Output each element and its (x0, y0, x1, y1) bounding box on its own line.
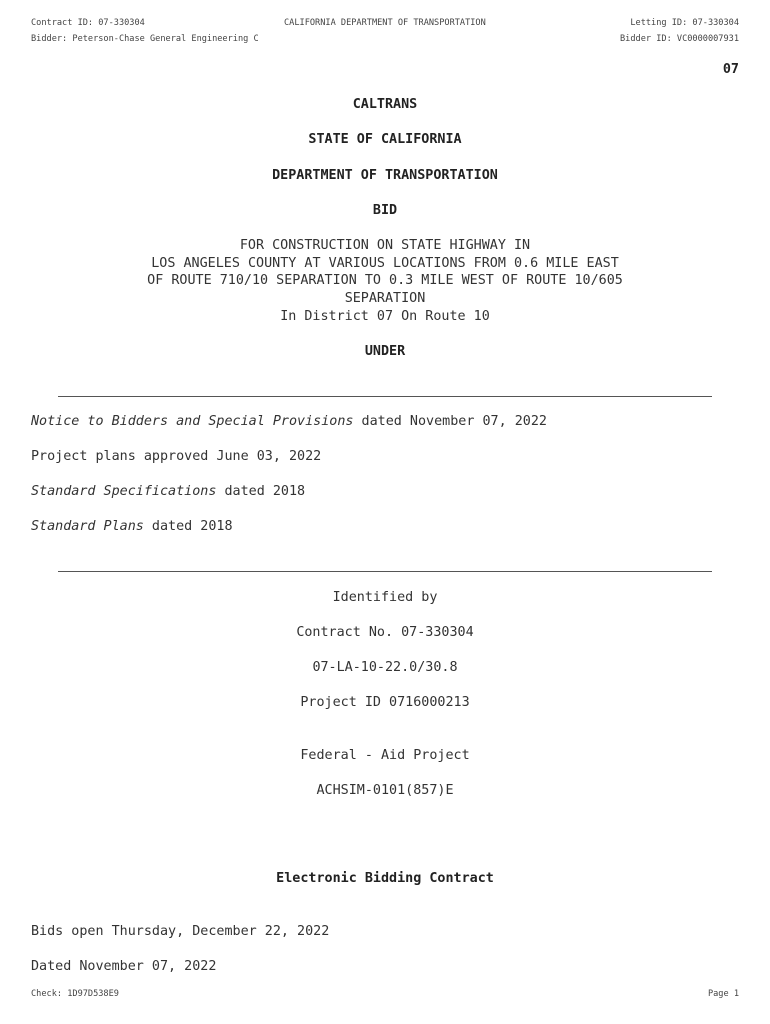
identified-by: Identified by (332, 590, 438, 605)
bids-open: Bids open Thursday, December 22, 2022 (31, 924, 330, 939)
check-code: Check: 1D97D538E9 (31, 989, 119, 999)
notice-date: dated November 07, 2022 (353, 414, 547, 429)
project-description (0, 237, 770, 326)
divider (58, 396, 712, 397)
description-line: SEPARATION (344, 291, 426, 307)
location-code: 07-LA-10-22.0/30.8 (312, 660, 458, 675)
specs-line (31, 484, 305, 499)
description-line: OF ROUTE 710/10 SEPARATION TO 0.3 MILE WEST OF ROUTE 10/605 (147, 273, 623, 289)
bidding-type: Electronic Bidding Contract (276, 871, 494, 886)
caltrans-title: CALTRANS (352, 97, 418, 112)
description-line: In District 07 On Route 10 (280, 308, 490, 324)
agency-name: CALIFORNIA DEPARTMENT OF TRANSPORTATION (284, 18, 486, 28)
federal-aid-label: Federal - Aid Project (300, 748, 470, 763)
plans-line: Project plans approved June 03, 2022 (31, 449, 322, 464)
specs-title: Standard Specifications (31, 484, 217, 499)
description-line: LOS ANGELES COUNTY AT VARIOUS LOCATIONS FROM 0.6 MILE EAST (151, 255, 619, 271)
under-title: UNDER (364, 344, 406, 359)
std-plans-line (31, 519, 233, 534)
project-id: Project ID 0716000213 (300, 695, 470, 710)
bidder-name: Bidder: Peterson-Chase General Engineering C (31, 34, 259, 44)
description-line: FOR CONSTRUCTION ON STATE HIGHWAY IN (239, 238, 531, 253)
district-code: 07 (722, 62, 739, 77)
notice-title: Notice to Bidders and Special Provisions (31, 414, 354, 429)
std-plans-title: Standard Plans (31, 519, 144, 534)
bid-title: BID (372, 203, 398, 218)
state-title: STATE OF CALIFORNIA (308, 132, 462, 147)
contract-id: Contract ID: 07-330304 (31, 18, 145, 28)
page-number: Page 1 (707, 989, 739, 999)
contract-number: Contract No. 07-330304 (296, 625, 474, 640)
bidder-id: Bidder ID: VC0000007931 (620, 34, 739, 44)
specs-date: dated 2018 (216, 484, 306, 499)
dated-line: Dated November 07, 2022 (31, 959, 217, 974)
notice-line (31, 414, 547, 429)
federal-aid-number: ACHSIM-0101(857)E (316, 783, 454, 798)
divider (58, 571, 712, 572)
letting-id: Letting ID: 07-330304 (630, 18, 739, 28)
department-title: DEPARTMENT OF TRANSPORTATION (272, 168, 498, 183)
std-plans-date: dated 2018 (143, 519, 233, 534)
